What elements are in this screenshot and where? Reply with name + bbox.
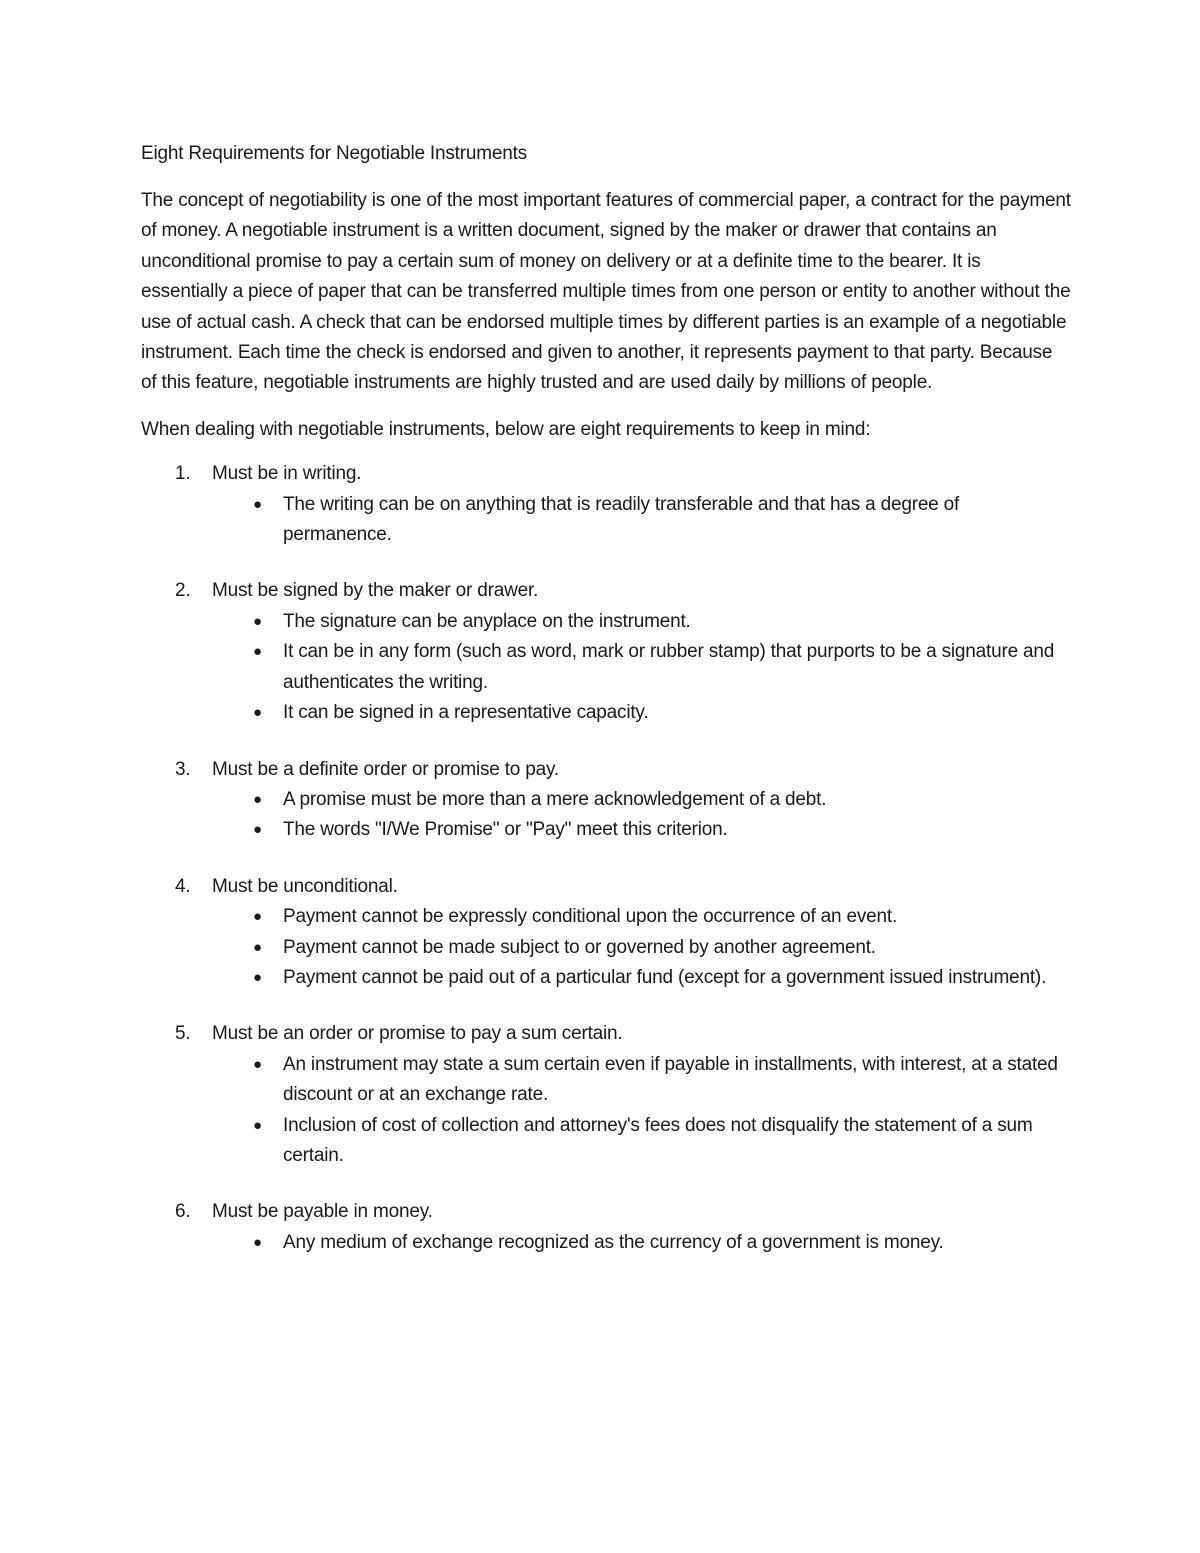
point-text: An instrument may state a sum certain even if payable in installments, with interest, at a stated discount or at an exchange rate. <box>283 1053 1058 1106</box>
requirement-number: 2. <box>175 580 191 602</box>
requirement-points <box>212 490 1071 551</box>
requirement-point <box>212 637 1071 698</box>
requirement-point <box>212 815 1071 845</box>
point-text: Payment cannot be expressly conditional upon the occurrence of an event. <box>283 906 898 928</box>
point-text: The signature can be anyplace on the instrument. <box>283 610 691 632</box>
requirement-number: 6. <box>175 1201 191 1223</box>
point-text: The words "I/We Promise" or "Pay" meet this criterion. <box>283 819 728 841</box>
requirement-item <box>141 755 1071 846</box>
requirement-item <box>141 459 1071 550</box>
requirements-intro: When dealing with negotiable instruments, below are eight requirements to keep in mind: <box>141 418 871 440</box>
requirement-number: 3. <box>175 758 191 780</box>
point-text: Payment cannot be paid out of a particular fund (except for a government issued instrument). <box>283 966 1047 988</box>
bullet-icon: ● <box>253 908 262 926</box>
bullet-icon: ● <box>253 968 262 986</box>
requirement-points <box>212 902 1071 993</box>
requirement-number: 5. <box>175 1023 191 1045</box>
requirement-number: 1. <box>175 463 191 485</box>
requirement-point <box>212 490 1071 551</box>
bullet-icon: ● <box>253 790 262 808</box>
requirements-list <box>141 459 1071 1258</box>
requirement-points <box>212 607 1071 729</box>
requirement-point <box>212 785 1071 815</box>
document-title: Eight Requirements for Negotiable Instruments <box>141 143 527 164</box>
requirement-item <box>141 1019 1071 1171</box>
point-text: Inclusion of cost of collection and attorney's fees does not disqualify the statement of a sum certain. <box>283 1114 1033 1166</box>
point-text: The writing can be on anything that is readily transferable and that has a degree of permanence. <box>283 493 960 546</box>
intro-paragraph: The concept of negotiability is one of the most important features of commercial paper, a contract for the payment of money. A negotiable instrument is a written document, signed by the maker or drawer that contains an unconditional promise to pay a certain sum of money on delivery or at a definite time to the bearer. It is essentially a piece of paper that can be transferred multiple times from one person or entity to another without the use of actual cash. A check that can be endorsed multiple times by different parties is an example of a negotiable instrument. Each time the check is endorsed and given to another, it represents payment to that party. Because of this feature, negotiable instruments are highly trusted and are used daily by millions of people. <box>141 190 1071 394</box>
point-text: It can be signed in a representative capacity. <box>283 702 649 724</box>
point-text: A promise must be more than a mere acknowledgement of a debt. <box>283 788 827 810</box>
point-text: Any medium of exchange recognized as the currency of a government is money. <box>283 1231 944 1253</box>
requirement-points <box>212 785 1071 846</box>
bullet-icon: ● <box>253 821 262 839</box>
bullet-icon: ● <box>253 495 262 513</box>
requirement-points <box>212 1228 1071 1258</box>
bullet-icon: ● <box>253 1055 262 1073</box>
requirement-heading: Must be unconditional. <box>212 875 398 897</box>
requirement-item <box>141 1197 1071 1258</box>
requirement-point <box>212 1228 1071 1258</box>
requirement-point <box>212 698 1071 728</box>
requirement-point <box>212 933 1071 963</box>
requirement-heading: Must be in writing. <box>212 463 362 485</box>
bullet-icon: ● <box>253 612 262 630</box>
requirement-points <box>212 1050 1071 1172</box>
requirement-item <box>141 872 1071 994</box>
bullet-icon: ● <box>253 643 262 661</box>
requirement-point <box>212 607 1071 637</box>
bullet-icon: ● <box>253 704 262 722</box>
requirement-heading: Must be a definite order or promise to pay. <box>212 758 559 780</box>
requirement-point <box>212 902 1071 932</box>
point-text: Payment cannot be made subject to or governed by another agreement. <box>283 936 876 958</box>
requirement-heading: Must be an order or promise to pay a sum certain. <box>212 1023 623 1045</box>
requirement-item <box>141 576 1071 728</box>
document-body <box>141 139 1071 1284</box>
requirement-point <box>212 1050 1071 1111</box>
requirement-heading: Must be signed by the maker or drawer. <box>212 580 539 602</box>
requirement-heading: Must be payable in money. <box>212 1201 433 1223</box>
bullet-icon: ● <box>253 1116 262 1134</box>
point-text: It can be in any form (such as word, mark or rubber stamp) that purports to be a signature and authenticates the writing. <box>283 641 1055 693</box>
bullet-icon: ● <box>253 938 262 956</box>
requirement-point <box>212 963 1071 993</box>
requirement-number: 4. <box>175 875 191 897</box>
bullet-icon: ● <box>253 1233 262 1251</box>
requirement-point <box>212 1111 1071 1172</box>
